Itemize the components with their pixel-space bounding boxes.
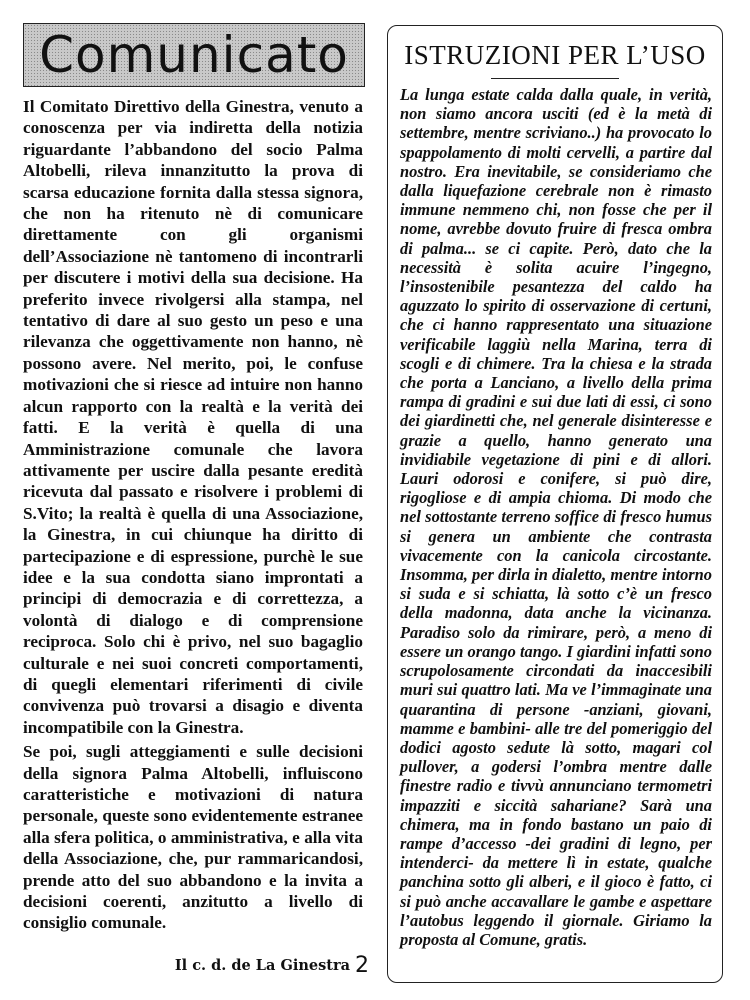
comunicato-signature: Il c. d. de La Ginestra bbox=[174, 957, 350, 974]
istruzioni-body: La lunga estate calda dalla quale, in verità, non siamo ancora usciti (ed è la metà di settembre, mentre scriviano..) ha provocato lo spappolamento di molti cervelli, a partire dal nostro. Era inevitabile, se consideriamo che dalla liquefazione cerebrale non è rimasto immune nemmeno chi, non fosse che per il nome, avrebbe dovuto fruire di fresca ombra di palma... se ci capite. Però, dato che la necessità è solita acuire l’ingegno, l’insostenibile pesantezza del caldo ha aguzzato lo spirito di osservazione di certuni, che ci hanno rappresentato una situazione verificabile laggiù nella Marina, terra di scogli e di chimere. Tra la chiesa e la strada che porta a Lanciano, a livello della prima rampa di gradini e sui due lati di essi, ci sono dei giardinetti che, nel generale disinteresse e grazie a quello, hanno generato una invidiabile vegetazione di pini e di allori. Lauri odorosi e conifere, si può dire, rigogliose e di ampia chioma. Di modo che nel sottostante terreno soffice di fresco humus si genera un ambiente che contrasta vivacemente con la canicola circostante. Insomma, per dirla in dialetto, mentre intorno si suda e si schiatta, là sotto c’è un fresco della madonna, data anche la vicinanza. Paradiso solo da rimirare, però, a meno di essere un orango tango. I giardini infatti sono scrupolosamente circondati da inaccesibili muri sui quattro lati. Ma ve l’immaginate una quarantina di persone -anziani, giovani, mamme e bambini- alle tre del pomeriggio del dodici agosto sedute là sotto, magari col pullover, a godersi l’ombra mentre dalle finestre radio e tivvù annunciano termometri impazziti e siccità sahariane? Sarà una chimera, ma in fondo bastano un paio di rampe d’accesso -dei gradini di legno, per intenderci- da mettere lì in estate, qualche panchina sotto gli alberi, e il gioco è fatto, ci si può anche accavallare le gambe e aspettare l’autobus leggendo il giornale. Giriamo la proposta al Comune, gratis. bbox=[400, 85, 712, 949]
comunicato-title-box bbox=[23, 23, 365, 87]
comunicato-title: Comunicato bbox=[39, 26, 349, 84]
title-underline-divider bbox=[491, 78, 619, 79]
comunicato-paragraph-2: Se poi, sugli atteggiamenti e sulle decisioni della signora Palma Altobelli, influiscono caratteristiche e motivazioni di natura personale, queste sono evidentemente estranee alla sfera politica, o amministrativa, e alla vita della Associazione, che, pur rammaricandosi, prende atto del suo abbandono e la invita a decisioni coerenti, anzitutto a livello di consiglio comunale. bbox=[23, 742, 363, 933]
comunicato-paragraph-1: Il Comitato Direttivo della Ginestra, venuto a conoscenza per via indiretta della notizia riguardante l’abbandono del socio Palma Altobelli, rileva innanzitutto la prova di scarsa educazione fornita dalla stessa signora, che non ha ritenuto nè di comunicare direttamente con gli organismi dell’Associazione nè tantomeno di incontrarli per discutere i motivi della sua decisione. Ha preferito invece rivolgersi alla stampa, nel tentativo di dare al suo gesto un peso e una rilevanza che oggettivamente non hanno, nè possono avere. Nel merito, poi, le confuse motivazioni che si riesce ad intuire non hanno alcun rapporto con la realtà e la verità dei fatti. E la verità è quella di una Amministrazione comunale che lavora attivamente per uscire dalla pesante eredità ricevuta dal passato e risolvere i problemi di S.Vito; la realtà è quella di una Associazione, la Ginestra, in cui chiunque ha diritto di partecipazione e di espressione, purchè le sue idee e la sua condotta siano improntati a principi di democrazia e di correttezza, a volontà di dialogo e di comprensione reciproca. Solo chi è privo, nel suo bagaglio culturale e nei suoi concreti comportamenti, di quegli elementari riferimenti di civile convivenza può trovarsi a disagio e diventa incompatibile con la Ginestra. bbox=[23, 97, 363, 737]
istruzioni-box bbox=[387, 25, 723, 983]
comunicato-article bbox=[23, 96, 363, 937]
page-number: 2 bbox=[355, 953, 369, 978]
istruzioni-title: ISTRUZIONI PER L’USO bbox=[404, 40, 706, 70]
